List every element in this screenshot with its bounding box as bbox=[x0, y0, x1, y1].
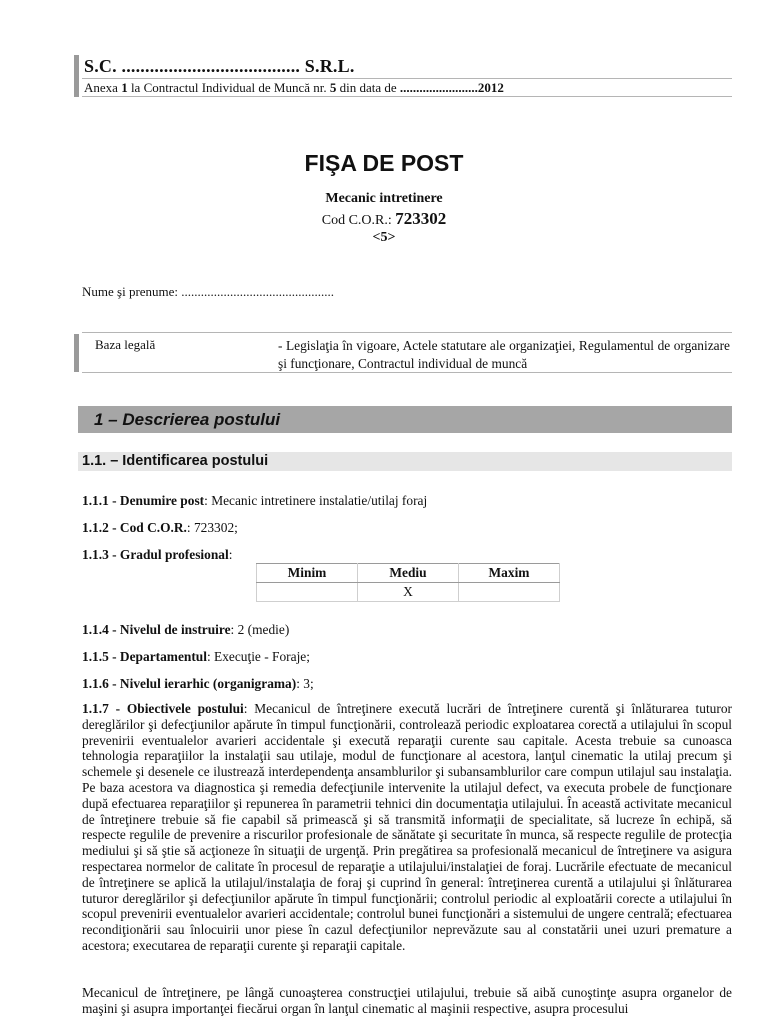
annex-line: Anexa 1 la Contractul Individual de Muncă nr. 5 din data de ........................2012 bbox=[84, 80, 504, 95]
header-divider bbox=[82, 78, 732, 79]
subsection-1-1-title: 1.1. – Identificarea postului bbox=[82, 453, 269, 469]
baza-left-bar bbox=[74, 334, 79, 372]
field-denumire-post: 1.1.1 - Denumire post: Mecanic intretinere instalatie/utilaj foraj bbox=[82, 493, 428, 508]
section-1-title: 1 – Descrierea postului bbox=[94, 410, 281, 429]
grade-cell-maxim bbox=[459, 583, 560, 602]
subsection-1-1-header bbox=[78, 452, 732, 471]
grade-header-minim: Minim bbox=[257, 564, 358, 583]
baza-divider-bottom bbox=[82, 372, 732, 373]
field-gradul-profesional: 1.1.3 - Gradul profesional: bbox=[82, 547, 233, 562]
grade-table bbox=[256, 563, 560, 602]
cor-code-line: Cod C.O.R.: 723302 bbox=[321, 209, 447, 228]
field-departament: 1.1.5 - Departamentul: Execuţie - Foraje; bbox=[82, 649, 310, 664]
field-nivel-ierarhic: 1.1.6 - Nivelul ierarhic (organigrama): 3; bbox=[82, 676, 314, 691]
baza-divider-top bbox=[82, 332, 732, 333]
company-name: S.C. ...................................... S.R.L. bbox=[84, 56, 355, 76]
header-divider-bottom bbox=[82, 96, 732, 97]
name-field: Nume şi prenume: ............................................... bbox=[82, 284, 335, 299]
job-title: Mecanic intretinere bbox=[325, 191, 443, 206]
grade-header-maxim: Maxim bbox=[459, 564, 560, 583]
page-title: FIŞA DE POST bbox=[304, 150, 464, 176]
grade-header-mediu: Mediu bbox=[358, 564, 459, 583]
field-cod-cor: 1.1.2 - Cod C.O.R.: 723302; bbox=[82, 520, 238, 535]
grade-cell-mediu: X bbox=[358, 583, 459, 602]
baza-label: Baza legală bbox=[95, 337, 156, 352]
section-1-header bbox=[78, 406, 732, 433]
grade-cell-minim bbox=[257, 583, 358, 602]
field-nivel-instruire: 1.1.4 - Nivelul de instruire: 2 (medie) bbox=[82, 622, 290, 637]
header-left-bar bbox=[74, 55, 79, 97]
field-obiectivele-postului: 1.1.7 - Obiectivele postului: Mecanicul de întreţinere execută lucrări de întreţinere curentă şi înlăturarea tuturor dereglărilor şi defecţiunilor apărute în timpul funcţionării, controlează periodic exploatarea corectă a utilajului în scopul prevenirii eventualelor avarieri accidentale şi execută reparaţii curente sau capitale. Acesta trebuie sa cunoasca tehnologia reparaţiilor la instalaţii sau utilaje, modul de funcţionare al acestora, lanţul cinematic la utilaj precum şi schemele şi desenele ce ilustrează interdependenţa ansamblurilor şi subansamblurilor care compun utilajul sau instalaţia. Pe baza acestora va diagnostica şi remedia defecţiunile intervenite la utilajul defect, va executa probele de funcţionare după efectuarea reparaţiilor şi repunerea în parametrii tehnici din documentaţia utilajului. În această activitate mecanicul de întreţinere trebuie să fie capabil să primească şi să transmită informaţii de specialitate, să lucreze în echipă, să respecte regulile de prevenire a riscurilor profesionale de sănătate şi securitate în munca, să respecte regulile de protecţia mediului şi să ştie să acţioneze în situaţii de urgenţă. Prin pregătirea sa profesională mecanicul de întreţinere va asigura respectarea normelor de calitate în procesul de reparaţie a utilajului/instalaţiei de foraj. Lucrările efectuate de mecanicul de întreţinere se aplică la utilajul/instalaţia de foraj şi cuprind în general: întreţinerea curentă a utilajului şi înlăturarea tuturor dereglărilor şi defecţiunilor apărute în timpul funcţionării; controlul periodic al exploatării corecte a utilajului în scopul prevenirii eventualelor avarieri accidentale; controlul bunei funcţionări a sistemului de ungere centrală; efectuarea recondiţionării sau înlocuirii unor piese în cazul defecţiunilor neprevăzute sau al constatării unei uzuri premature a acestora; executarea de reparaţii curente şi reparaţii capitale. bbox=[82, 701, 732, 953]
paragraph-continuation: Mecanicul de întreţinere, pe lângă cunoaşterea construcţiei utilajului, trebuie să aibă cunoştinţe asupra organelor de maşini şi asupra importanţei fiecărui organ în lanţul cinematic al maşinii respective, asupra procesului bbox=[82, 985, 732, 1016]
level-tag: <5> bbox=[372, 230, 396, 245]
baza-text: - Legislaţia în vigoare, Actele statutare ale organizaţiei, Regulamentul de organizare şi funcţionare, Contractul individual de muncă bbox=[278, 338, 730, 371]
